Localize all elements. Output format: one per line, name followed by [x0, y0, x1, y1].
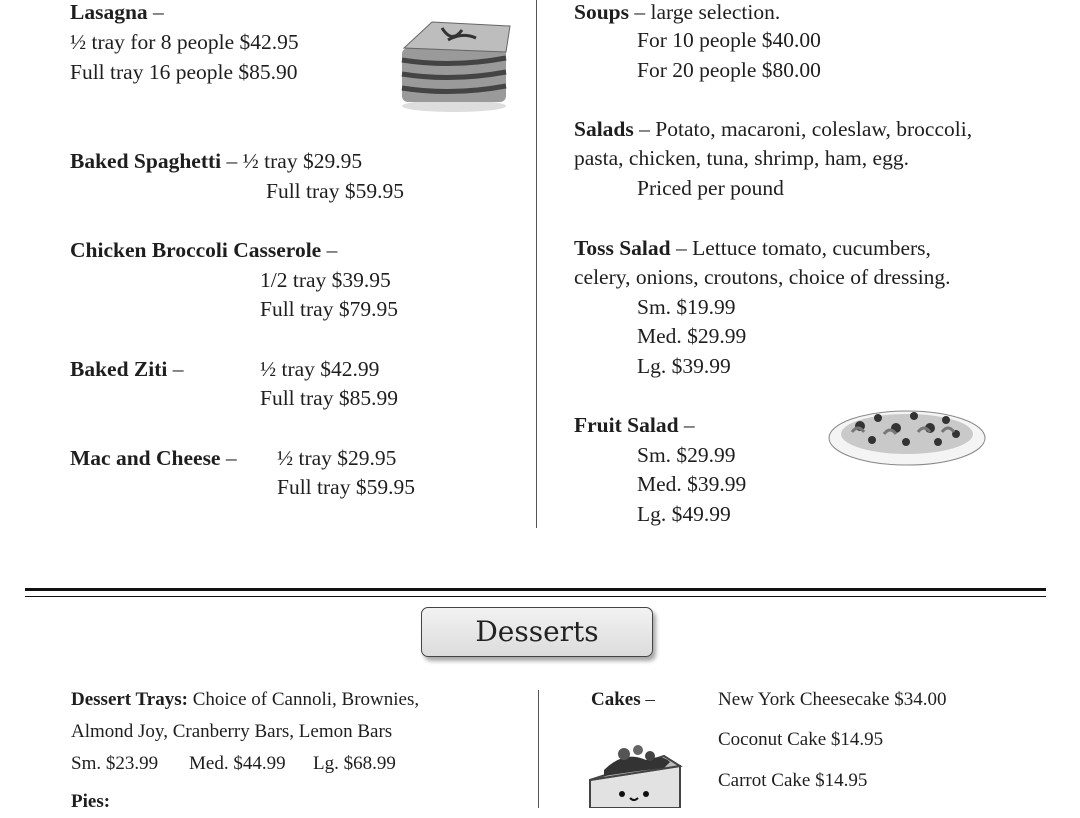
- cakes-title: Cakes –: [591, 689, 655, 710]
- lasagna-half-tray: ½ tray for 8 people $42.95: [70, 30, 299, 54]
- mac-cheese-half-tray: ½ tray $29.95: [277, 446, 397, 470]
- soups-10-people: For 10 people $40.00: [637, 28, 821, 52]
- salad-plate-illustration: [826, 388, 988, 470]
- fruit-salad-small: Sm. $29.99: [637, 443, 736, 467]
- section-rule-thick: [25, 588, 1046, 591]
- cake-item: Carrot Cake $14.95: [718, 770, 868, 791]
- chicken-broccoli-half-tray: 1/2 tray $39.95: [260, 268, 391, 292]
- mac-cheese-title: Mac and Cheese –: [70, 446, 237, 470]
- fruit-salad-medium: Med. $39.99: [637, 472, 747, 496]
- fruit-salad-large: Lg. $49.99: [637, 502, 731, 526]
- section-rule-thin: [25, 596, 1046, 597]
- lasagna-title: Lasagna –: [70, 0, 164, 24]
- toss-salad-small: Sm. $19.99: [637, 295, 736, 319]
- salads-price: Priced per pound: [637, 176, 784, 200]
- pies-label: Pies:: [71, 791, 111, 812]
- baked-spaghetti-full-tray: Full tray $59.95: [266, 179, 404, 203]
- cake-item: Coconut Cake $14.95: [718, 729, 884, 750]
- desserts-banner: Desserts: [421, 607, 653, 657]
- dessert-trays-title: Dessert Trays: Choice of Cannoli, Brownies,: [71, 689, 420, 710]
- baked-ziti-title: Baked Ziti –: [70, 357, 184, 381]
- lasagna-illustration: [392, 14, 517, 114]
- chicken-broccoli-full-tray: Full tray $79.95: [260, 297, 398, 321]
- toss-salad-title: Toss Salad – Lettuce tomato, cucumbers,: [574, 236, 931, 260]
- toss-salad-medium: Med. $29.99: [637, 324, 747, 348]
- toss-salad-description: celery, onions, croutons, choice of dressing.: [574, 265, 951, 289]
- salads-description: pasta, chicken, tuna, shrimp, ham, egg.: [574, 146, 909, 170]
- toss-salad-large: Lg. $39.99: [637, 354, 731, 378]
- fruit-salad-title: Fruit Salad –: [574, 413, 695, 437]
- baked-spaghetti-title: Baked Spaghetti – ½ tray $29.95: [70, 149, 363, 173]
- column-divider-top: [536, 0, 537, 528]
- dessert-trays-large: Lg. $68.99: [313, 753, 396, 774]
- dessert-trays-medium: Med. $44.99: [189, 753, 286, 774]
- chicken-broccoli-title: Chicken Broccoli Casserole –: [70, 238, 338, 262]
- cake-item: New York Cheesecake $34.00: [718, 689, 947, 710]
- dessert-trays-small: Sm. $23.99: [71, 753, 159, 774]
- baked-ziti-half-tray: ½ tray $42.99: [260, 357, 380, 381]
- mac-cheese-full-tray: Full tray $59.95: [277, 475, 415, 499]
- column-divider-bottom: [538, 690, 539, 808]
- salads-title: Salads – Potato, macaroni, coleslaw, broccoli,: [574, 117, 973, 141]
- soups-title: Soups – large selection.: [574, 0, 781, 24]
- dessert-trays-description: Almond Joy, Cranberry Bars, Lemon Bars: [71, 721, 393, 742]
- baked-ziti-full-tray: Full tray $85.99: [260, 386, 398, 410]
- soups-20-people: For 20 people $80.00: [637, 58, 821, 82]
- cheesecake-illustration: [584, 740, 688, 808]
- lasagna-full-tray: Full tray 16 people $85.90: [70, 60, 298, 84]
